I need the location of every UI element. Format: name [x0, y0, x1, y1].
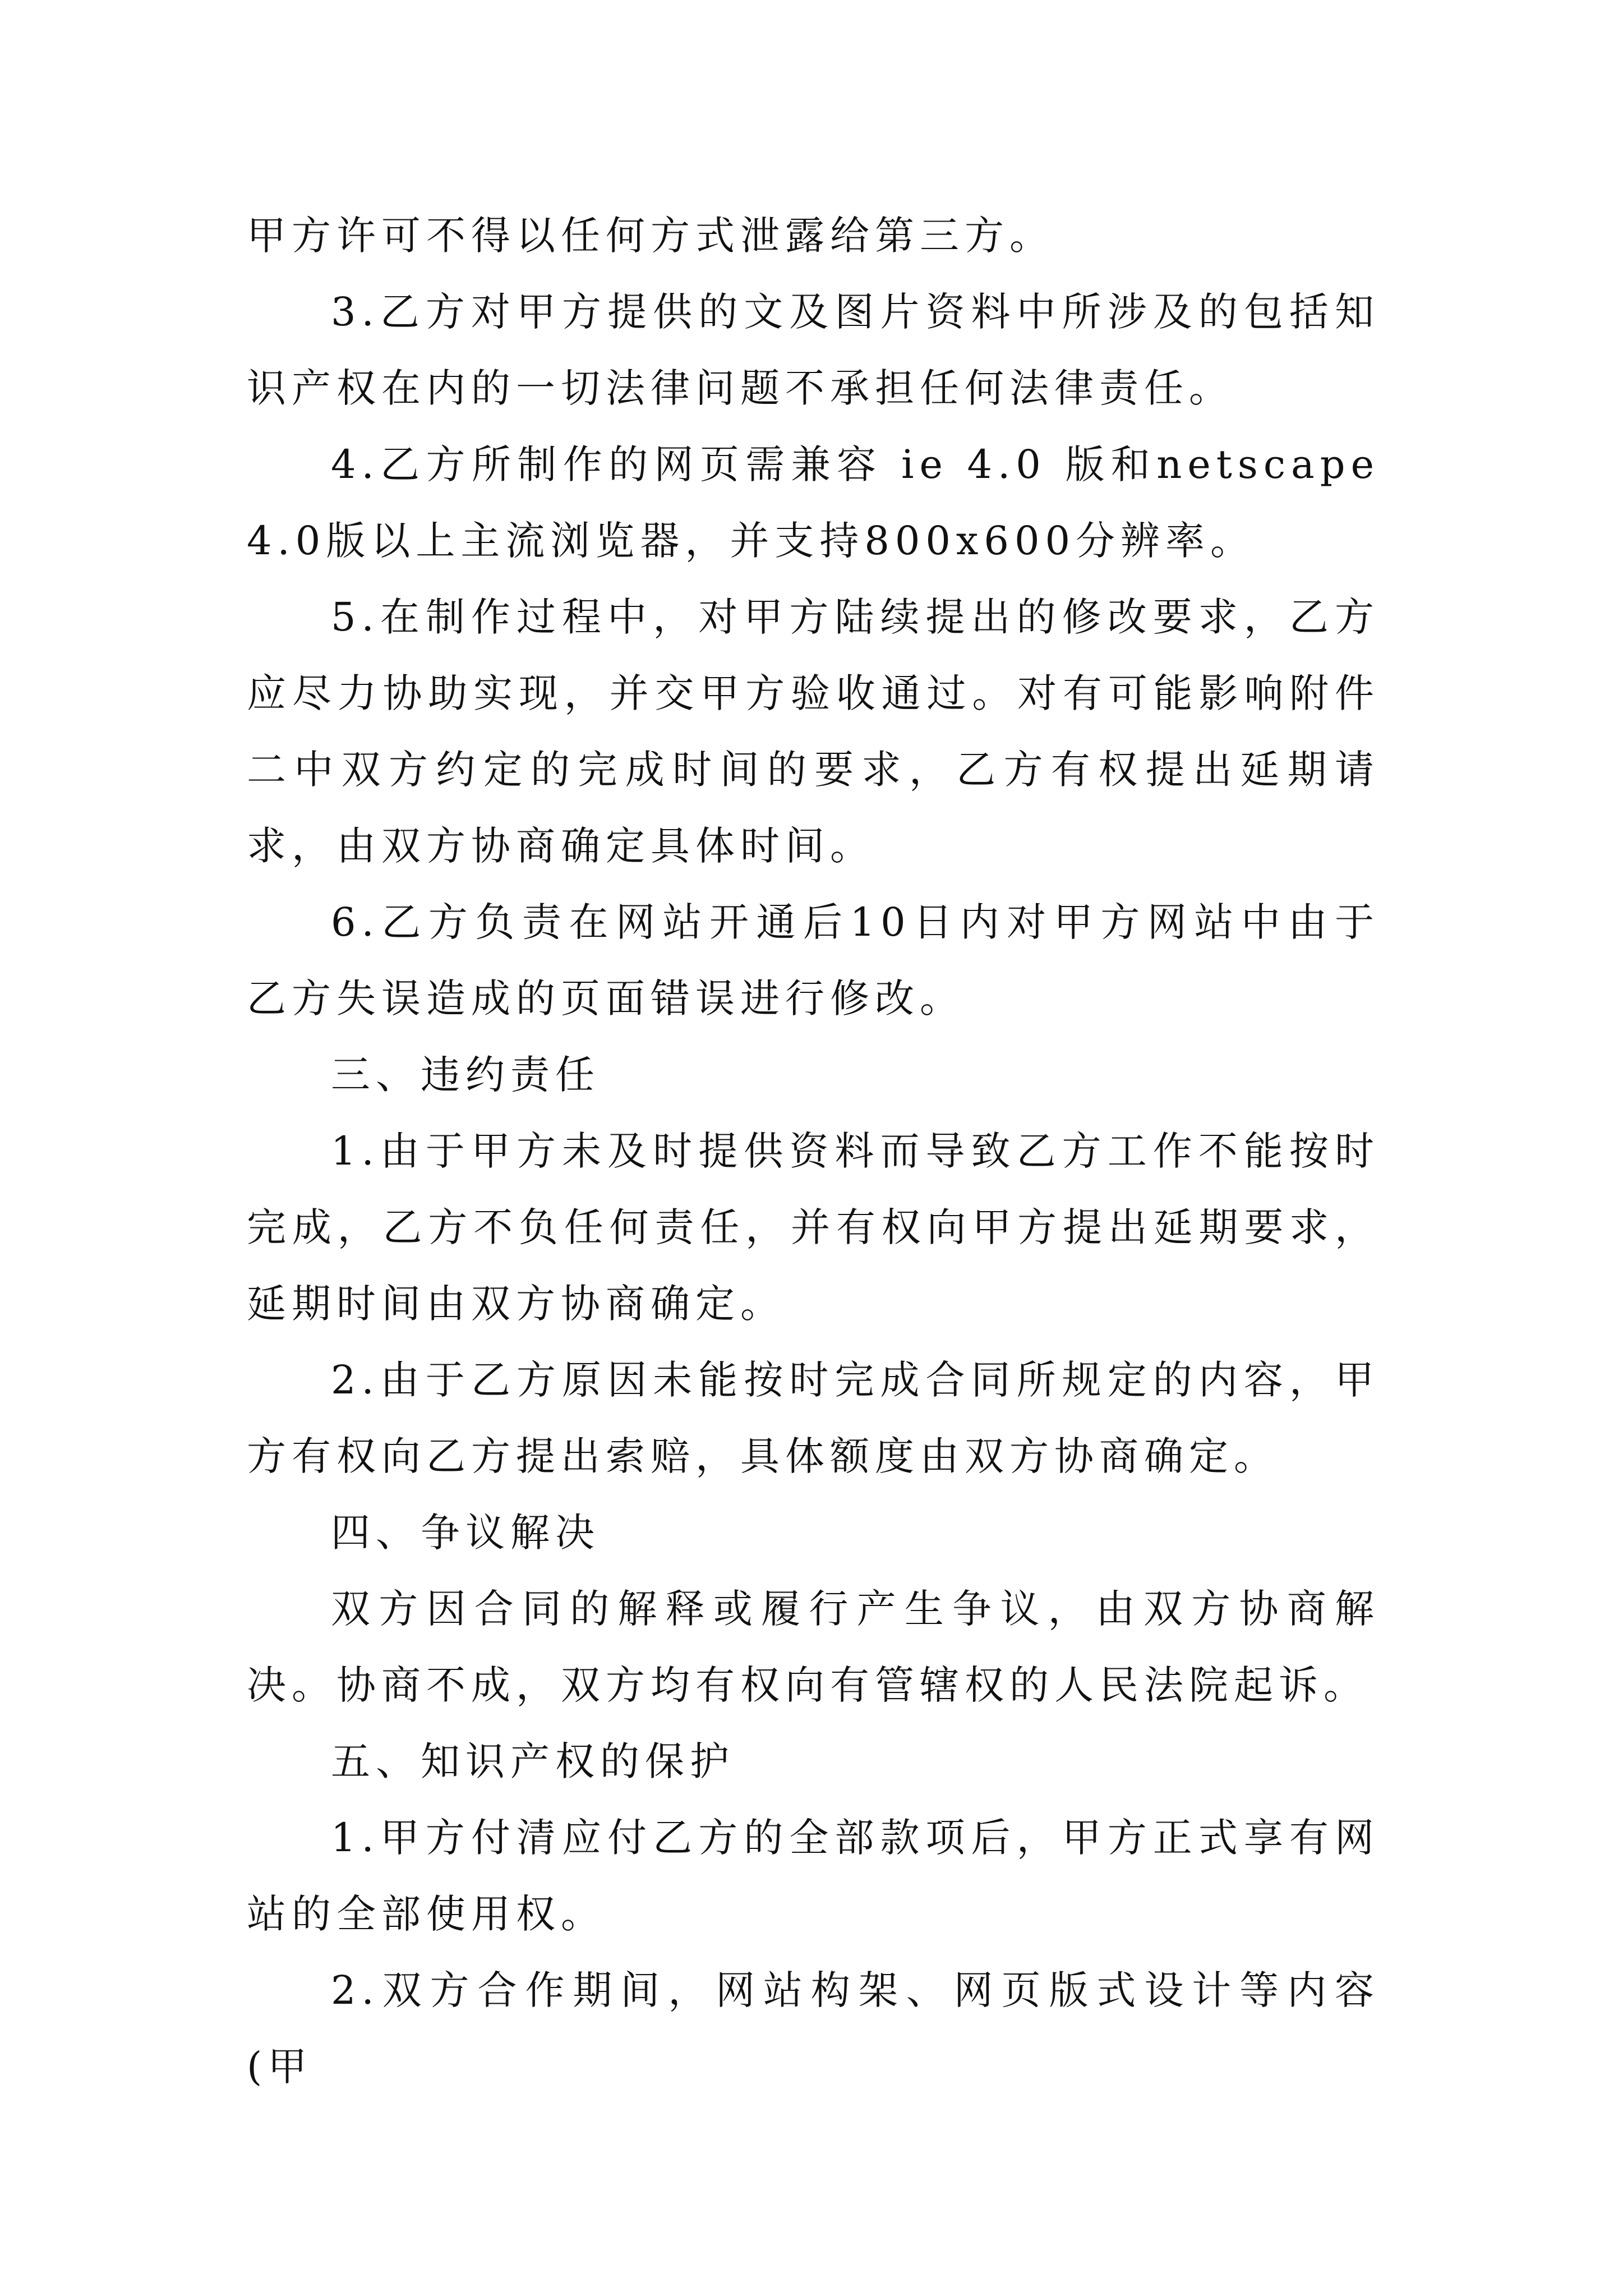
paragraph-breach-2: 2.由于乙方原因未能按时完成合同所规定的内容，甲方有权向乙方提出索赔，具体额度由双方协商确定。	[247, 1357, 1380, 1479]
paragraph-clause-5: 5.在制作过程中，对甲方陆续提出的修改要求，乙方应尽力协助实现，并交甲方验收通过。对有可能影响附件二中双方约定的完成时间的要求，乙方有权提出延期请求，由双方协商确定具体时间。	[247, 594, 1380, 869]
section-heading-dispute: 四、争议解决	[331, 1510, 600, 1556]
paragraph-dispute: 双方因合同的解释或履行产生争议，由双方协商解决。协商不成，双方均有权向有管辖权的人民法院起诉。	[247, 1586, 1380, 1708]
paragraph-confidentiality-continued: 甲方许可不得以任何方式泄露给第三方。	[247, 213, 1054, 259]
paragraph-breach-1: 1.由于甲方未及时提供资料而导致乙方工作不能按时完成，乙方不负任何责任，并有权向甲方提出延期要求，延期时间由双方协商确定。	[247, 1128, 1380, 1327]
section-heading-breach: 三、违约责任	[331, 1052, 600, 1098]
paragraph-ip-2: 2.双方合作期间，网站构架、网页版式设计等内容(甲	[247, 1967, 1380, 2090]
paragraph-clause-4: 4.乙方所制作的网页需兼容 ie 4.0 版和netscape 4.0版以上主流浏览器，并支持800x600分辨率。	[247, 441, 1380, 564]
paragraph-ip-1: 1.甲方付清应付乙方的全部款项后，甲方正式享有网站的全部使用权。	[247, 1815, 1380, 1937]
paragraph-clause-6: 6.乙方负责在网站开通后10日内对甲方网站中由于乙方失误造成的页面错误进行修改。	[247, 899, 1380, 1022]
paragraph-clause-3: 3.乙方对甲方提供的文及图片资料中所涉及的包括知识产权在内的一切法律问题不承担任何法律责任。	[247, 289, 1380, 411]
contract-body	[247, 197, 1380, 2105]
section-heading-ip: 五、知识产权的保护	[331, 1738, 735, 1784]
